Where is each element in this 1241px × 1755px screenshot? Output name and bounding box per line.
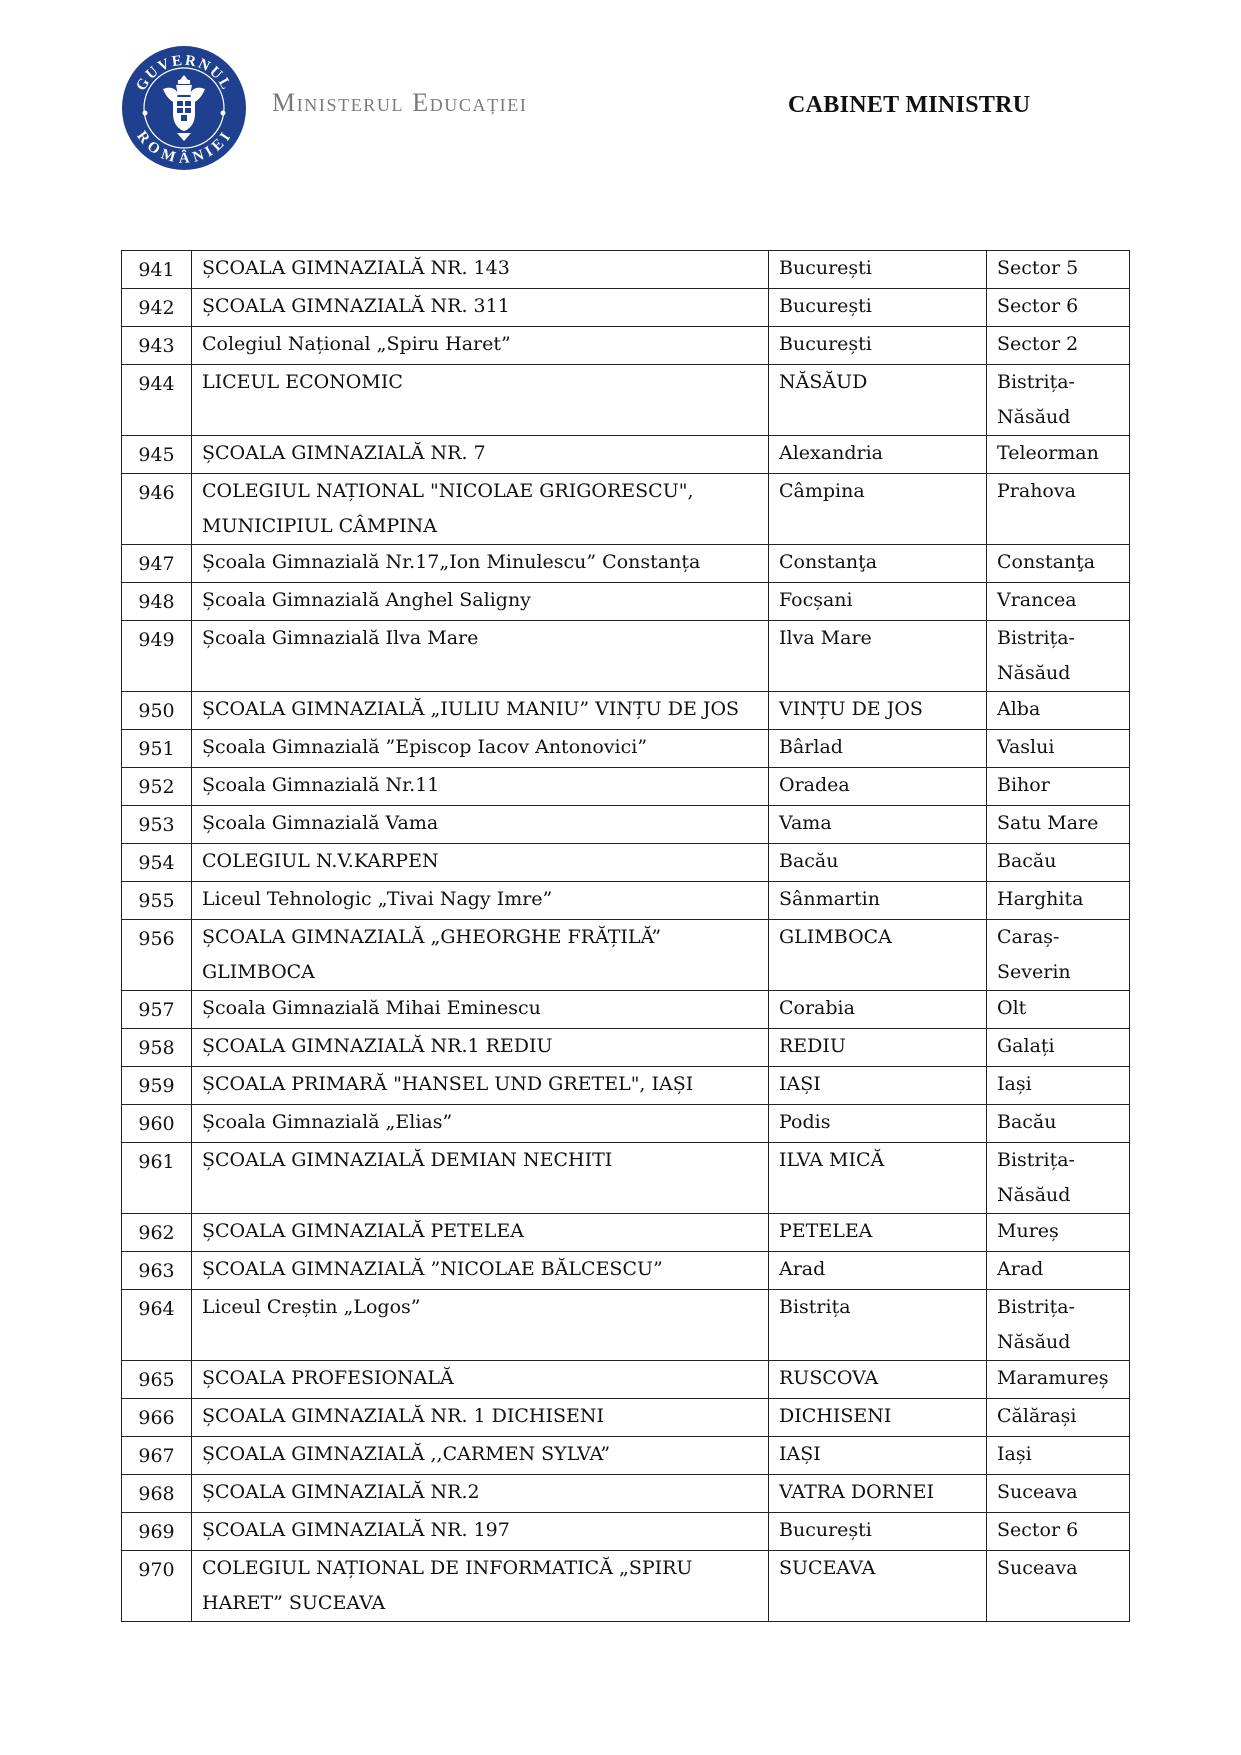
county: Vrancea: [987, 583, 1130, 621]
row-number: 953: [122, 806, 192, 844]
county: Olt: [987, 991, 1130, 1029]
row-number: 959: [122, 1067, 192, 1105]
county: Satu Mare: [987, 806, 1130, 844]
school-name: Școala Gimnazială Nr.11: [192, 768, 769, 806]
school-name: ȘCOALA GIMNAZIALĂ „GHEORGHE FRĂȚILĂ” GLIMBOCA: [192, 920, 769, 991]
table-row: [122, 1067, 1130, 1105]
row-number: 966: [122, 1399, 192, 1437]
locality: Bârlad: [769, 730, 987, 768]
table-row: [122, 1290, 1130, 1361]
table-row: [122, 882, 1130, 920]
table-row: [122, 1437, 1130, 1475]
page-header: [0, 0, 1241, 200]
locality: IAȘI: [769, 1437, 987, 1475]
table-row: [122, 1214, 1130, 1252]
table-row: [122, 251, 1130, 289]
table-row: [122, 692, 1130, 730]
table-row: [122, 327, 1130, 365]
locality: Arad: [769, 1252, 987, 1290]
county: Sector 6: [987, 1513, 1130, 1551]
row-number: 958: [122, 1029, 192, 1067]
row-number: 955: [122, 882, 192, 920]
table-row: [122, 436, 1130, 474]
row-number: 949: [122, 621, 192, 692]
row-number: 968: [122, 1475, 192, 1513]
seal-text-top: GUVERNUL: [133, 52, 235, 94]
school-name: ȘCOALA GIMNAZIALĂ PETELEA: [192, 1214, 769, 1252]
school-name: ȘCOALA GIMNAZIALĂ NR. 311: [192, 289, 769, 327]
row-number: 941: [122, 251, 192, 289]
seal-text-bottom: ROMÂNIEI: [133, 128, 235, 167]
locality: Constanţa: [769, 545, 987, 583]
table-row: [122, 844, 1130, 882]
table-row: [122, 730, 1130, 768]
school-name: Colegiul Național „Spiru Haret”: [192, 327, 769, 365]
row-number: 969: [122, 1513, 192, 1551]
table-row: [122, 920, 1130, 991]
county: Bistrița-Năsăud: [987, 1143, 1130, 1214]
locality: REDIU: [769, 1029, 987, 1067]
county: Bistrița-Năsăud: [987, 1290, 1130, 1361]
locality: Corabia: [769, 991, 987, 1029]
county: Iași: [987, 1067, 1130, 1105]
county: Suceava: [987, 1551, 1130, 1622]
county: Caraș-Severin: [987, 920, 1130, 991]
county: Bistrița-Năsăud: [987, 621, 1130, 692]
school-name: Școala Gimnazială Ilva Mare: [192, 621, 769, 692]
county: Iași: [987, 1437, 1130, 1475]
row-number: 960: [122, 1105, 192, 1143]
county: Arad: [987, 1252, 1130, 1290]
county: Sector 2: [987, 327, 1130, 365]
row-number: 954: [122, 844, 192, 882]
locality: Câmpina: [769, 474, 987, 545]
table-row: [122, 768, 1130, 806]
row-number: 970: [122, 1551, 192, 1622]
county: Prahova: [987, 474, 1130, 545]
locality: București: [769, 1513, 987, 1551]
table-row: [122, 1551, 1130, 1622]
table-row: [122, 1105, 1130, 1143]
school-name: Școala Gimnazială „Elias”: [192, 1105, 769, 1143]
school-name: ȘCOALA GIMNAZIALĂ ”NICOLAE BĂLCESCU”: [192, 1252, 769, 1290]
locality: GLIMBOCA: [769, 920, 987, 991]
locality: VINȚU DE JOS: [769, 692, 987, 730]
locality: IAȘI: [769, 1067, 987, 1105]
school-name: ȘCOALA GIMNAZIALĂ NR.2: [192, 1475, 769, 1513]
locality: VATRA DORNEI: [769, 1475, 987, 1513]
table-row: [122, 621, 1130, 692]
locality: Alexandria: [769, 436, 987, 474]
county: Suceava: [987, 1475, 1130, 1513]
county: Bihor: [987, 768, 1130, 806]
locality: Bacău: [769, 844, 987, 882]
county: Bacău: [987, 844, 1130, 882]
county: Galați: [987, 1029, 1130, 1067]
school-name: COLEGIUL NAȚIONAL DE INFORMATICĂ „SPIRU HARET” SUCEAVA: [192, 1551, 769, 1622]
school-name: COLEGIUL N.V.KARPEN: [192, 844, 769, 882]
table-row: [122, 1029, 1130, 1067]
row-number: 945: [122, 436, 192, 474]
county: Călărași: [987, 1399, 1130, 1437]
row-number: 957: [122, 991, 192, 1029]
school-name: Școala Gimnazială Anghel Saligny: [192, 583, 769, 621]
table-row: [122, 1361, 1130, 1399]
table-row: [122, 1399, 1130, 1437]
government-seal-logo: [121, 45, 247, 171]
county: Sector 6: [987, 289, 1130, 327]
locality: Vama: [769, 806, 987, 844]
row-number: 948: [122, 583, 192, 621]
locality: Oradea: [769, 768, 987, 806]
county: Constanţa: [987, 545, 1130, 583]
locality: București: [769, 251, 987, 289]
county: Harghita: [987, 882, 1130, 920]
school-name: Școala Gimnazială Nr.17„Ion Minulescu” Constanța: [192, 545, 769, 583]
table-row: [122, 365, 1130, 436]
school-name: Școala Gimnazială Mihai Eminescu: [192, 991, 769, 1029]
row-number: 950: [122, 692, 192, 730]
schools-table: [121, 250, 1130, 1622]
school-name: ȘCOALA GIMNAZIALĂ NR. 7: [192, 436, 769, 474]
table-row: [122, 545, 1130, 583]
locality: NĂSĂUD: [769, 365, 987, 436]
row-number: 956: [122, 920, 192, 991]
row-number: 943: [122, 327, 192, 365]
table-row: [122, 474, 1130, 545]
school-name: Liceul Creștin „Logos”: [192, 1290, 769, 1361]
table-row: [122, 1475, 1130, 1513]
county: Bistrița-Năsăud: [987, 365, 1130, 436]
county: Bacău: [987, 1105, 1130, 1143]
row-number: 944: [122, 365, 192, 436]
county: Alba: [987, 692, 1130, 730]
row-number: 942: [122, 289, 192, 327]
locality: București: [769, 327, 987, 365]
county: Mureș: [987, 1214, 1130, 1252]
locality: Ilva Mare: [769, 621, 987, 692]
row-number: 963: [122, 1252, 192, 1290]
table-row: [122, 991, 1130, 1029]
row-number: 964: [122, 1290, 192, 1361]
school-name: ȘCOALA GIMNAZIALĂ DEMIAN NECHITI: [192, 1143, 769, 1214]
school-name: COLEGIUL NAȚIONAL "NICOLAE GRIGORESCU", MUNICIPIUL CÂMPINA: [192, 474, 769, 545]
row-number: 965: [122, 1361, 192, 1399]
row-number: 962: [122, 1214, 192, 1252]
school-name: Școala Gimnazială Vama: [192, 806, 769, 844]
row-number: 961: [122, 1143, 192, 1214]
school-name: ȘCOALA GIMNAZIALĂ NR.1 REDIU: [192, 1029, 769, 1067]
row-number: 967: [122, 1437, 192, 1475]
table-row: [122, 1143, 1130, 1214]
table-row: [122, 806, 1130, 844]
school-name: Școala Gimnazială ”Episcop Iacov Antonovici”: [192, 730, 769, 768]
school-name: ȘCOALA GIMNAZIALĂ NR. 1 DICHISENI: [192, 1399, 769, 1437]
locality: PETELEA: [769, 1214, 987, 1252]
school-name: ȘCOALA GIMNAZIALĂ NR. 143: [192, 251, 769, 289]
locality: Focșani: [769, 583, 987, 621]
table-row: [122, 583, 1130, 621]
row-number: 951: [122, 730, 192, 768]
school-name: Liceul Tehnologic „Tivai Nagy Imre”: [192, 882, 769, 920]
locality: DICHISENI: [769, 1399, 987, 1437]
table-row: [122, 1252, 1130, 1290]
county: Maramureș: [987, 1361, 1130, 1399]
locality: ILVA MICĂ: [769, 1143, 987, 1214]
ministry-name: Ministerul Educației: [272, 88, 528, 117]
table-row: [122, 1513, 1130, 1551]
school-name: ȘCOALA GIMNAZIALĂ ,,CARMEN SYLVA”: [192, 1437, 769, 1475]
school-name: ȘCOALA PRIMARĂ "HANSEL UND GRETEL", IAȘI: [192, 1067, 769, 1105]
county: Vaslui: [987, 730, 1130, 768]
school-name: ȘCOALA PROFESIONALĂ: [192, 1361, 769, 1399]
cabinet-label: CABINET MINISTRU: [788, 92, 1031, 118]
school-name: ȘCOALA GIMNAZIALĂ NR. 197: [192, 1513, 769, 1551]
county: Sector 5: [987, 251, 1130, 289]
row-number: 947: [122, 545, 192, 583]
locality: București: [769, 289, 987, 327]
locality: Bistrița: [769, 1290, 987, 1361]
locality: SUCEAVA: [769, 1551, 987, 1622]
county: Teleorman: [987, 436, 1130, 474]
locality: Sânmartin: [769, 882, 987, 920]
row-number: 946: [122, 474, 192, 545]
school-name: LICEUL ECONOMIC: [192, 365, 769, 436]
locality: RUSCOVA: [769, 1361, 987, 1399]
table-row: [122, 289, 1130, 327]
locality: Podis: [769, 1105, 987, 1143]
row-number: 952: [122, 768, 192, 806]
school-name: ȘCOALA GIMNAZIALĂ „IULIU MANIU” VINȚU DE JOS: [192, 692, 769, 730]
